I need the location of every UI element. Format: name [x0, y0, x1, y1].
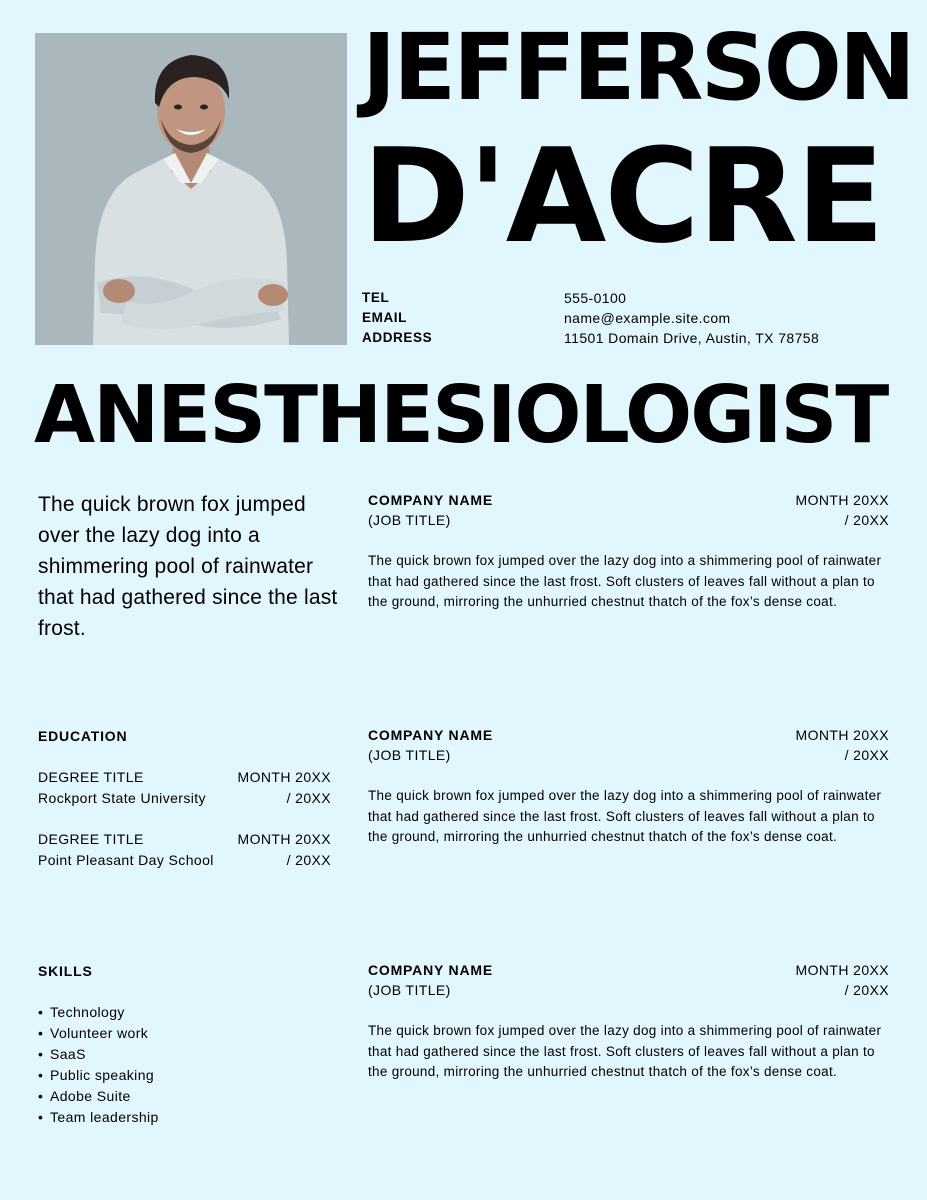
school-name: Rockport State University [38, 790, 206, 806]
job-role: (JOB TITLE) [368, 512, 451, 528]
skill-item: • SaaS [38, 1044, 338, 1065]
education-date-start: MONTH 20XX [237, 831, 331, 847]
experience-date-start: MONTH 20XX [795, 962, 889, 978]
skills-list [38, 1002, 338, 1128]
address-value: 11501 Domain Drive, Austin, TX 78758 [564, 330, 820, 346]
skill-item: • Volunteer work [38, 1023, 338, 1044]
job-description: The quick brown fox jumped over the lazy dog into a shimmering pool of rainwater that had gathered since the last frost. Soft clusters of leaves fall without a plan to the ground, mirroring the unhurried chestnut thatch of the fox’s dense coat. [368, 788, 882, 844]
education-date-end: / 20XX [286, 790, 331, 806]
profile-photo [35, 33, 347, 345]
experience-entry [368, 725, 889, 848]
degree-title: DEGREE TITLE [38, 831, 144, 847]
experience-header-row [368, 490, 889, 510]
profession-title: ANESTHESIOLOGIST [34, 369, 888, 461]
experience-entry [368, 490, 889, 613]
experience-date-start: MONTH 20XX [795, 492, 889, 508]
experience-date-start: MONTH 20XX [795, 727, 889, 743]
job-description: The quick brown fox jumped over the lazy dog into a shimmering pool of rainwater that had gathered since the last frost. Soft clusters of leaves fall without a plan to the ground, mirroring the unhurried chestnut thatch of the fox’s dense coat. [368, 553, 882, 609]
experience-role-row [368, 510, 889, 530]
education-degree-row [38, 767, 331, 788]
job-description: The quick brown fox jumped over the lazy dog into a shimmering pool of rainwater that had gathered since the last frost. Soft clusters of leaves fall without a plan to the ground, mirroring the unhurried chestnut thatch of the fox’s dense coat. [368, 1023, 882, 1079]
company-name: COMPANY NAME [368, 727, 493, 743]
tel-value: 555-0100 [564, 290, 627, 306]
company-name: COMPANY NAME [368, 962, 493, 978]
first-name: JEFFERSON [362, 14, 913, 121]
education-degree-row [38, 829, 331, 850]
experience-role-row [368, 745, 889, 765]
education-date-end: / 20XX [286, 852, 331, 868]
experience-entry [368, 960, 889, 1083]
last-name: D'ACRE [362, 120, 883, 272]
experience-role-row [368, 980, 889, 1000]
experience-date-end: / 20XX [844, 747, 889, 763]
experience-header-row [368, 725, 889, 745]
job-role: (JOB TITLE) [368, 747, 451, 763]
skill-item: • Adobe Suite [38, 1086, 338, 1107]
education-school-row [38, 850, 331, 871]
person-portrait-image [35, 33, 347, 345]
degree-title: DEGREE TITLE [38, 769, 144, 785]
education-heading: EDUCATION [38, 728, 128, 744]
summary-text: The quick brown fox jumped over the lazy dog into a shimmering pool of rainwater that had gathered since the last frost. [38, 493, 338, 640]
skill-item: • Team leadership [38, 1107, 338, 1128]
email-value[interactable]: name@example.site.com [564, 310, 731, 326]
skills-heading: SKILLS [38, 963, 93, 979]
skill-item: • Technology [38, 1002, 338, 1023]
experience-date-end: / 20XX [844, 982, 889, 998]
experience-date-end: / 20XX [844, 512, 889, 528]
tel-label: TEL [362, 290, 390, 305]
email-label: EMAIL [362, 310, 407, 325]
education-school-row [38, 788, 331, 809]
company-name: COMPANY NAME [368, 492, 493, 508]
job-role: (JOB TITLE) [368, 982, 451, 998]
address-label: ADDRESS [362, 330, 433, 345]
school-name: Point Pleasant Day School [38, 852, 214, 868]
education-date-start: MONTH 20XX [237, 769, 331, 785]
experience-header-row [368, 960, 889, 980]
skill-item: • Public speaking [38, 1065, 338, 1086]
